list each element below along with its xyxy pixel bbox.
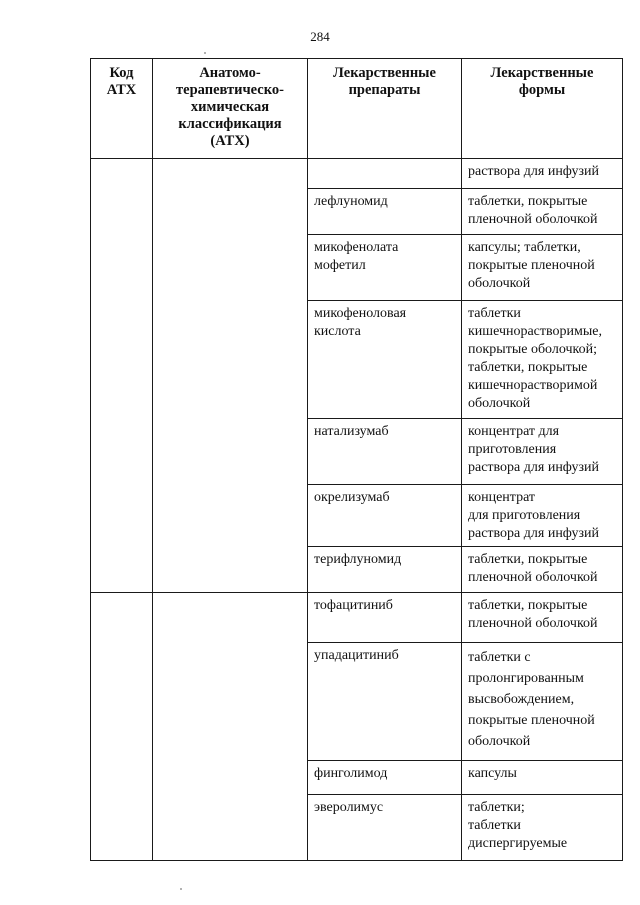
scan-speck bbox=[180, 888, 182, 890]
table-row bbox=[91, 159, 623, 189]
dosage-form-cell: таблетки; таблетки диспергируемые bbox=[462, 795, 623, 861]
dosage-form-cell: таблетки, покрытые пленочной оболочкой bbox=[462, 547, 623, 593]
drug-name-cell: микофеноловая кислота bbox=[308, 301, 462, 419]
drug-name-cell: финголимод bbox=[308, 761, 462, 795]
atx-classification-cell bbox=[153, 593, 308, 861]
dosage-form-cell: таблетки с пролонгированным высвобождением, покрытые пленочной оболочкой bbox=[462, 643, 623, 761]
dosage-form-cell: раствора для инфузий bbox=[462, 159, 623, 189]
drug-name-cell: тофацитиниб bbox=[308, 593, 462, 643]
drug-name-cell: лефлуномид bbox=[308, 189, 462, 235]
atx-drug-table bbox=[90, 58, 623, 861]
drug-name-cell: микофенолата мофетил bbox=[308, 235, 462, 301]
table-header-row bbox=[91, 59, 623, 159]
atx-code-cell bbox=[91, 159, 153, 593]
dosage-form-cell: концентрат для приготовления раствора для инфузий bbox=[462, 485, 623, 547]
dosage-form-cell: таблетки, покрытые пленочной оболочкой bbox=[462, 189, 623, 235]
atx-code-cell bbox=[91, 593, 153, 861]
drug-name-cell: терифлуномид bbox=[308, 547, 462, 593]
header-drugs: Лекарственные препараты bbox=[308, 59, 462, 159]
header-atx-code: Код ATX bbox=[91, 59, 153, 159]
dosage-form-cell: капсулы; таблетки, покрытые пленочной оболочкой bbox=[462, 235, 623, 301]
dosage-form-cell: таблетки, покрытые пленочной оболочкой bbox=[462, 593, 623, 643]
table-row bbox=[91, 593, 623, 643]
header-dosage-forms: Лекарственные формы bbox=[462, 59, 623, 159]
dosage-form-cell: концентрат для приготовления раствора для инфузий bbox=[462, 419, 623, 485]
drug-name-cell: эверолимус bbox=[308, 795, 462, 861]
dosage-form-cell: капсулы bbox=[462, 761, 623, 795]
atx-classification-cell bbox=[153, 159, 308, 593]
dosage-form-cell: таблетки кишечнорастворимые, покрытые оболочкой; таблетки, покрытые кишечнорастворимой оболочкой bbox=[462, 301, 623, 419]
header-atx-classification: Анатомо- терапевтическо- химическая классификация (ATX) bbox=[153, 59, 308, 159]
scan-speck bbox=[204, 52, 206, 54]
drug-name-cell bbox=[308, 159, 462, 189]
drug-name-cell: окрелизумаб bbox=[308, 485, 462, 547]
drug-name-cell: натализумаб bbox=[308, 419, 462, 485]
page-number: 284 bbox=[310, 29, 330, 44]
drug-name-cell: упадацитиниб bbox=[308, 643, 462, 761]
